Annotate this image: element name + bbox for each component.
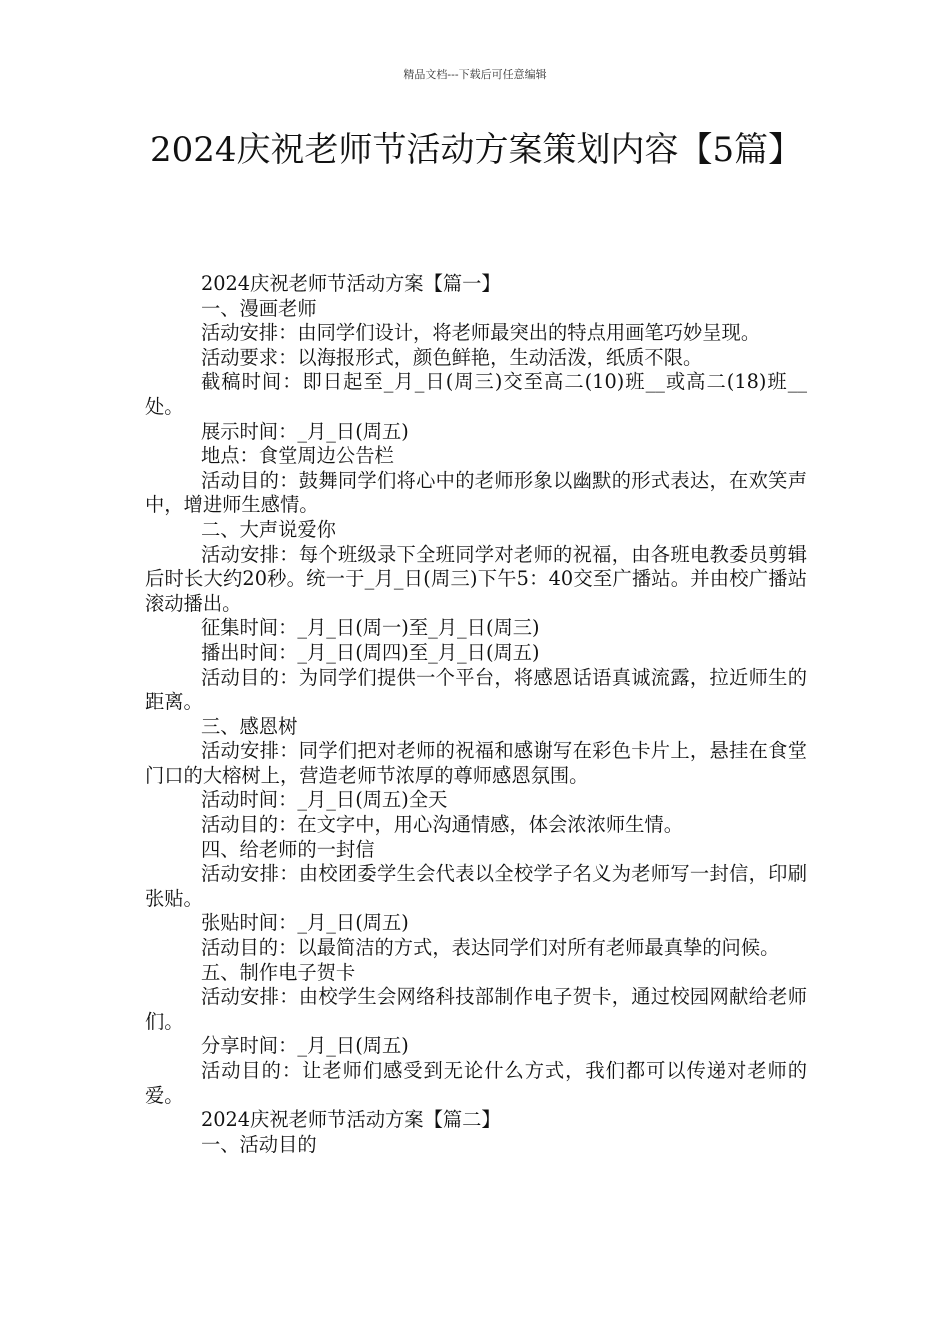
subheading: 二、大声说爱你 bbox=[200, 517, 336, 541]
paragraph: 截稿时间：即日起至_月_日(周三)交至高二(10)班__或高二(18)班__处。 bbox=[145, 370, 807, 418]
paragraph: 活动安排：由校学生会网络科技部制作电子贺卡，通过校园网献给老师们。 bbox=[145, 985, 807, 1033]
document-title: 2024庆祝老师节活动方案策划内容【5篇】 bbox=[150, 130, 803, 170]
paragraph: 播出时间：_月_日(周四)至_月_日(周五) bbox=[200, 640, 540, 664]
page-header: 精品文档---下载后可任意编辑 bbox=[403, 68, 547, 81]
paragraph: 活动要求：以海报形式，颜色鲜艳，生动活泼，纸质不限。 bbox=[200, 345, 703, 369]
paragraph: 展示时间：_月_日(周五) bbox=[200, 419, 409, 443]
section-heading: 2024庆祝老师节活动方案【篇二】 bbox=[200, 1108, 501, 1132]
paragraph: 活动安排：由校团委学生会代表以全校学子名义为老师写一封信，印刷张贴。 bbox=[145, 862, 807, 910]
subheading: 五、制作电子贺卡 bbox=[200, 960, 356, 984]
paragraph: 活动目的：在文字中，用心沟通情感，体会浓浓师生情。 bbox=[200, 813, 683, 837]
paragraph: 活动目的：鼓舞同学们将心中的老师形象以幽默的形式表达，在欢笑声中，增进师生感情。 bbox=[145, 468, 807, 517]
paragraph: 活动时间：_月_日(周五)全天 bbox=[200, 788, 448, 812]
paragraph: 活动安排：同学们把对老师的祝福和感谢写在彩色卡片上，悬挂在食堂门口的大榕树上，营造老师节浓厚的尊师感恩氛围。 bbox=[145, 739, 807, 787]
paragraph: 活动安排：每个班级录下全班同学对老师的祝福，由各班电教委员剪辑后时长大约20秒。统一于_月_日(周三)下午5：40交至广播站。并由校广播站滚动播出。 bbox=[145, 542, 807, 615]
paragraph: 分享时间：_月_日(周五) bbox=[200, 1034, 409, 1058]
subheading: 四、给老师的一封信 bbox=[200, 837, 375, 861]
paragraph: 张贴时间：_月_日(周五) bbox=[200, 911, 409, 935]
paragraph: 活动安排：由同学们设计，将老师最突出的特点用画笔巧妙呈现。 bbox=[200, 321, 761, 345]
paragraph: 活动目的：以最简洁的方式，表达同学们对所有老师最真挚的问候。 bbox=[200, 936, 780, 960]
section-heading: 2024庆祝老师节活动方案【篇一】 bbox=[200, 272, 501, 295]
paragraph: 地点：食堂周边公告栏 bbox=[200, 444, 394, 468]
paragraph: 活动目的：让老师们感受到无论什么方式，我们都可以传递对老师的爱。 bbox=[145, 1059, 807, 1107]
paragraph: 征集时间：_月_日(周一)至_月_日(周三) bbox=[200, 616, 540, 640]
subheading: 三、感恩树 bbox=[200, 714, 298, 738]
subheading: 一、活动目的 bbox=[200, 1132, 317, 1156]
document-body bbox=[145, 272, 807, 1157]
paragraph: 活动目的：为同学们提供一个平台，将感恩话语真诚流露，拉近师生的距离。 bbox=[145, 665, 807, 714]
subheading: 一、漫画老师 bbox=[200, 296, 317, 320]
